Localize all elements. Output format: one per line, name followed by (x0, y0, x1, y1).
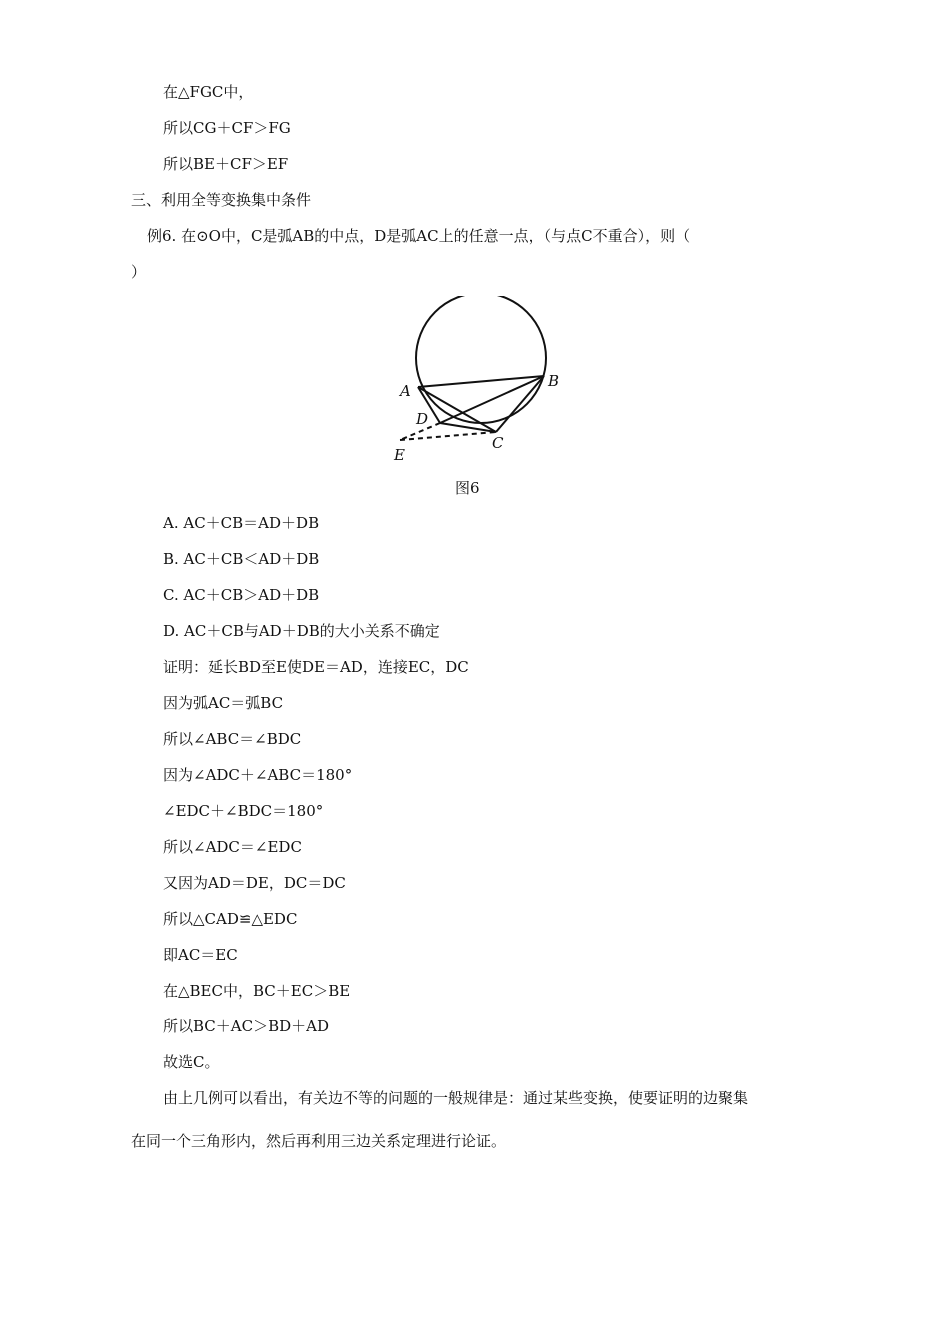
proof-line: 所以BC＋AC＞BD＋AD (163, 1017, 329, 1035)
proof-line: 故选C。 (163, 1053, 220, 1071)
proof-line: 证明：延长BD至E使DE＝AD，连接EC，DC (163, 658, 469, 676)
label-b: B (548, 372, 560, 390)
proof-line: 所以∠ABC＝∠BDC (163, 730, 302, 748)
label-c: C (492, 434, 504, 452)
example-statement: 例6. 在⊙O中，C是弧AB的中点，D是弧AC上的任意一点，（与点C不重合），则（ (147, 227, 691, 245)
proof-line: 即AC＝EC (163, 946, 238, 964)
geometry-figure (380, 296, 580, 468)
option-d: D. AC＋CB与AD＋DB的大小关系不确定 (163, 622, 440, 640)
option-c: C. AC＋CB＞AD＋DB (163, 586, 320, 604)
conclusion-line-cont: 在同一个三角形内，然后再利用三边关系定理进行论证。 (131, 1132, 507, 1150)
text-line: 所以BE＋CF＞EF (163, 155, 289, 173)
proof-line: ∠EDC＋∠BDC＝180° (163, 802, 324, 820)
option-a: A. AC＋CB＝AD＋DB (163, 514, 320, 532)
proof-line: 所以△CAD≌△EDC (163, 910, 298, 928)
figure-caption: 图6 (455, 479, 480, 497)
segment-bc (496, 376, 544, 432)
text-line: 所以CG＋CF＞FG (163, 119, 291, 137)
conclusion-line: 由上几例可以看出，有关边不等的问题的一般规律是：通过某些变换，使要证明的边聚集 (163, 1089, 749, 1107)
option-b: B. AC＋CB＜AD＋DB (163, 550, 320, 568)
label-d: D (416, 410, 429, 428)
text-line: 在△FGC中， (163, 83, 254, 101)
circle-diagram (380, 296, 580, 468)
proof-line: 所以∠ADC＝∠EDC (163, 838, 302, 856)
proof-line: 在△BEC中，BC＋EC＞BE (163, 982, 351, 1000)
proof-line: 又因为AD＝DE，DC＝DC (163, 874, 346, 892)
example-statement-cont: ） (131, 263, 147, 281)
proof-line: 因为弧AC＝弧BC (163, 694, 284, 712)
label-e: E (394, 446, 405, 464)
label-a: A (400, 382, 411, 400)
section-heading: 三、利用全等变换集中条件 (131, 191, 312, 209)
proof-line: 因为∠ADC＋∠ABC＝180° (163, 766, 353, 784)
